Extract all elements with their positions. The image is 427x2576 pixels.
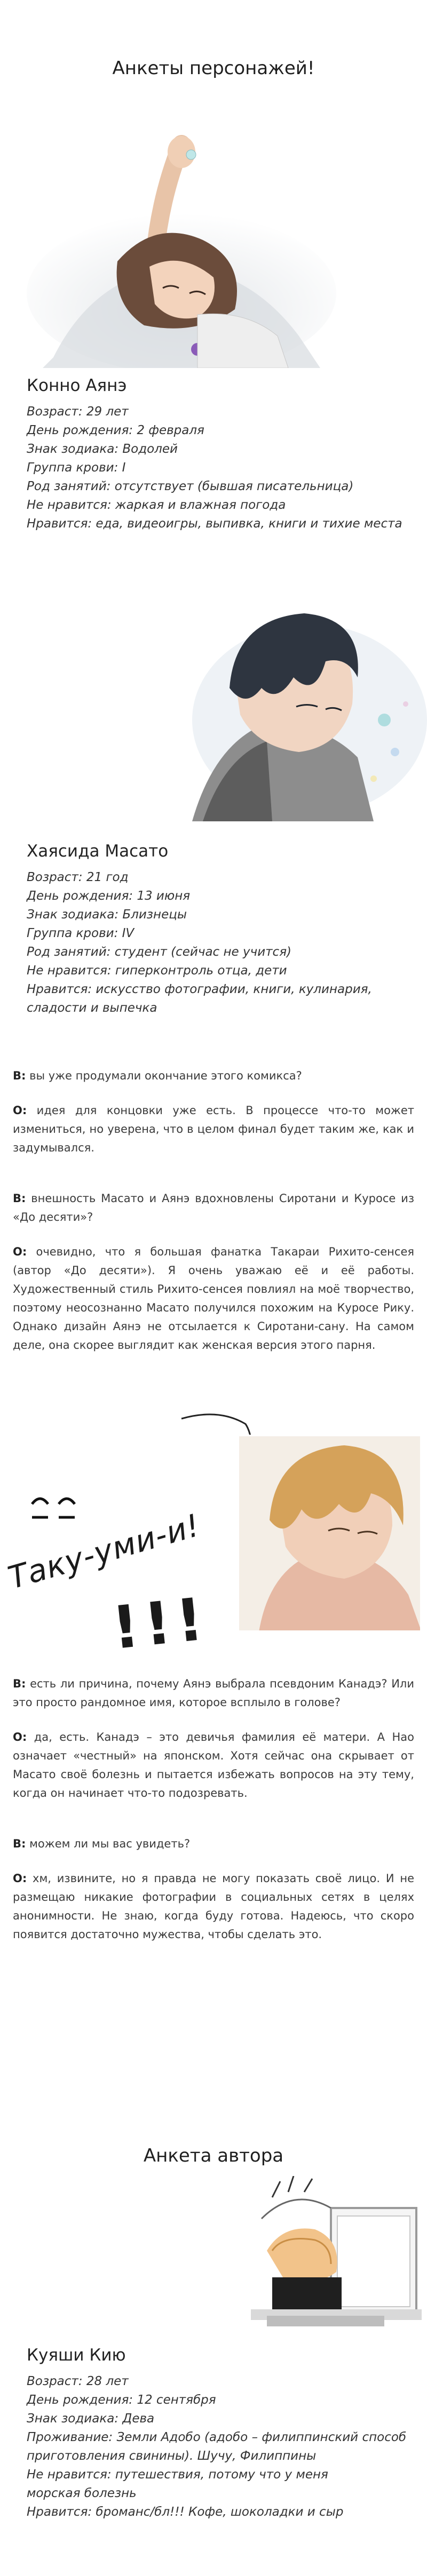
author-info [27, 2372, 411, 2522]
info-line: Знак зодиака: Водолей [27, 442, 178, 456]
info-line: Род занятий: студент (сейчас не учится) [27, 945, 292, 959]
author-section-title: Анкета автора [143, 2145, 284, 2166]
answer: О: хм, извините, но я правда не могу показать своё лицо. И не размещаю никакие фотографии в социальных сетях в целях анонимности. Не знаю, когда буду готова. Надеюсь, что скоро появится достаточно мужества, чтобы сделать это. [13, 1872, 414, 1941]
exclamation-marks: !!! [108, 1584, 212, 1663]
info-line: Не нравится: гиперконтроль отца, дети [27, 964, 287, 978]
info-line: сладости и выпечка [27, 1001, 157, 1015]
question: В: вы уже продумали окончание этого комикса? [13, 1069, 302, 1082]
info-line: Проживание: Земли Адобо (адобо – филиппинский способ [27, 2430, 407, 2444]
info-line: Знак зодиака: Близнецы [27, 908, 187, 922]
info-line: Группа крови: IV [27, 926, 135, 940]
info-line: Род занятий: отсутствует (бывшая писательница) [27, 479, 354, 493]
info-line: Возраст: 21 год [27, 870, 129, 884]
page-title: Анкеты персонажей! [112, 58, 315, 79]
author-name: Куяши Кию [27, 2346, 126, 2365]
qa-block-2 [13, 1675, 414, 1944]
answer: О: очевидно, что я большая фанатка Такараи Рихито-сенсея (автор «До десяти»). Я очень уважаю её и её работы. Художественный стиль Рихито-сенсея повлиял на моё творчество, поэтому неосознанно Масато получился похожим на Куросе Рику. Однако дизайн Аянэ не отсылается к Сиротани-сану. На самом деле, она скорее выглядит как женская версия этого парня. [13, 1245, 414, 1351]
masato-illustration [181, 597, 427, 821]
info-line: Не нравится: жаркая и влажная погода [27, 498, 286, 512]
qa-block-1 [13, 1067, 414, 1355]
info-line: Знак зодиака: Дева [27, 2412, 155, 2426]
answer: О: идея для концовки уже есть. В процессе что-то может измениться, но уверена, что в целом финал будет таким же, как и задумывался. [13, 1104, 414, 1154]
info-line: морская болезнь [27, 2486, 137, 2500]
info-line: приготовления свинины). Шучу, Филиппины [27, 2449, 317, 2463]
character-name-ayane: Конно Аянэ [27, 376, 127, 395]
info-line: Не нравится: путешествия, потому что у меня [27, 2468, 328, 2482]
shout-text: Таку-уми-и! [4, 1507, 204, 1596]
info-line: Возраст: 29 лет [27, 405, 129, 419]
info-line: День рождения: 2 февраля [27, 423, 204, 437]
character-name-masato: Хаясида Масато [27, 842, 169, 861]
info-line: День рождения: 13 июня [27, 889, 191, 903]
author-illustration [251, 2176, 422, 2352]
character-info-masato [27, 868, 411, 1018]
character-info-ayane [27, 403, 411, 533]
info-line: День рождения: 12 сентября [27, 2393, 216, 2407]
question: В: внешность Масато и Аянэ вдохновлены Сиротани и Куросе из «До десяти»? [13, 1192, 414, 1223]
takumi-illustration [238, 1435, 422, 1632]
info-line: Нравится: еда, видеоигры, выпивка, книги и тихие места [27, 517, 402, 531]
info-line: Группа крови: I [27, 461, 126, 475]
info-line: Возраст: 28 лет [27, 2374, 129, 2388]
ayane-illustration [21, 133, 342, 368]
answer: О: да, есть. Канадэ – это девичья фамилия её матери. А Нао означает «честный» на японском. Хотя сейчас она скрывает от Масато своё болезнь и пытается избежать вопросов на эту тему, когда он начинает что-то подозревать. [13, 1731, 414, 1799]
question: В: можем ли мы вас увидеть? [13, 1837, 191, 1850]
info-line: Нравится: искусство фотографии, книги, кулинария, [27, 982, 372, 996]
question: В: есть ли причина, почему Аянэ выбрала псевдоним Канадэ? Или это просто рандомное имя, которое всплыло в голове? [13, 1677, 414, 1709]
surprise-marks [21, 1488, 85, 1536]
info-line: Нравится: броманс/бл!!! Кофе, шоколадки и сыр [27, 2505, 344, 2519]
